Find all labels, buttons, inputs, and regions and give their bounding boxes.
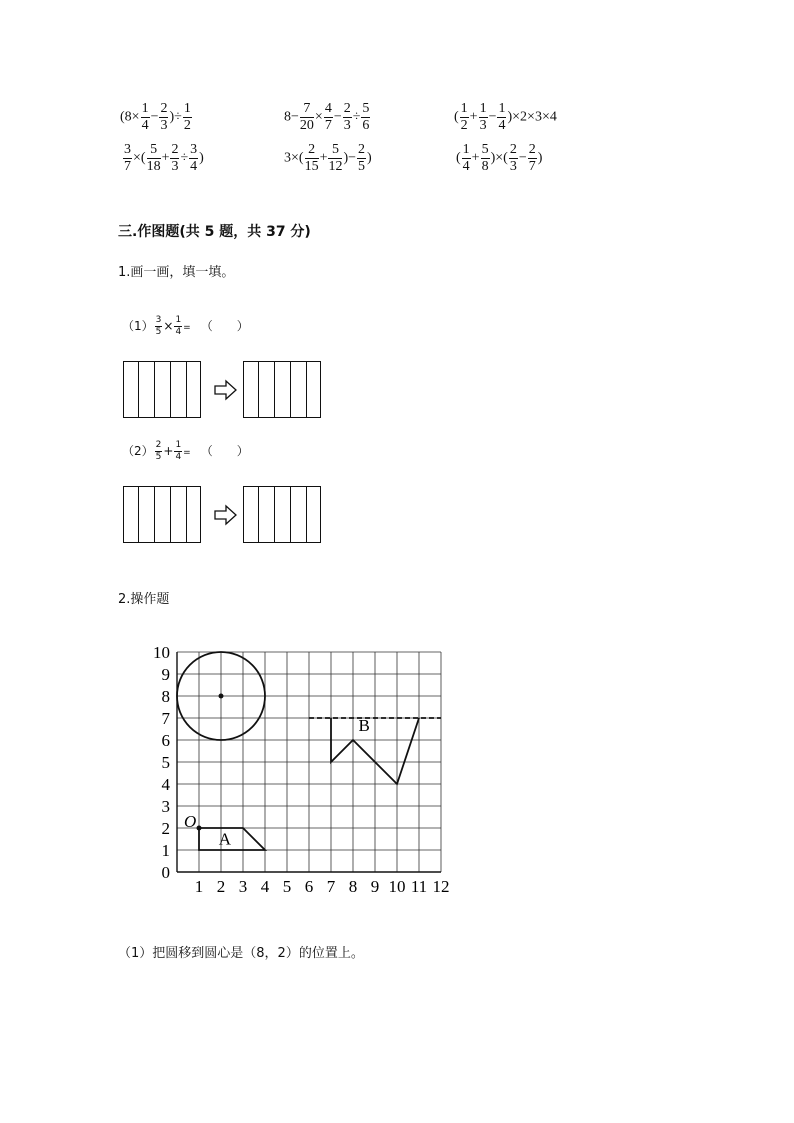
x-tick-label: 10 — [388, 877, 406, 896]
origin-point-dot — [197, 826, 202, 831]
question-2-part-1: （1）把圆移到圆心是（8，2）的位置上。 — [118, 946, 364, 961]
question-1b-expression: （2） $\frac{2}{5}$ + $\frac{1}{4}$ = （ ） — [122, 440, 249, 462]
x-tick-label: 8 — [348, 877, 358, 896]
outline-right-arrow-icon — [214, 505, 238, 525]
x-tick-label: 11 — [410, 877, 428, 896]
shape-a-label: A — [218, 829, 232, 849]
question-2-title: 2.操作题 — [118, 592, 170, 607]
calc-expression-4: $\frac{3}{7}$ ×( $\frac{5}{18}$ + $\frac{2}{3}$ ÷ $\frac{3}{4}$ ) — [124, 142, 204, 174]
x-tick-label: 5 — [282, 877, 292, 896]
y-tick-label: 3 — [161, 797, 170, 816]
grid-lines — [177, 652, 441, 872]
y-tick-label: 2 — [161, 819, 170, 838]
question-1-title: 1.画一画，填一填。 — [118, 265, 235, 280]
circle-center-dot — [219, 694, 224, 699]
x-tick-label: 3 — [238, 877, 248, 896]
fraction-box-1b-left — [123, 486, 201, 543]
x-tick-label: 6 — [304, 877, 314, 896]
y-tick-label: 8 — [161, 687, 170, 706]
x-tick-label: 12 — [432, 877, 450, 896]
origin-label: O — [184, 812, 197, 831]
x-tick-label: 1 — [194, 877, 204, 896]
y-tick-label: 0 — [161, 863, 170, 882]
x-tick-label: 9 — [370, 877, 380, 896]
y-tick-label: 7 — [161, 709, 170, 728]
shape-b-label: B — [358, 716, 370, 736]
y-tick-label: 6 — [161, 731, 170, 750]
x-tick-label: 7 — [326, 877, 336, 896]
calc-expression-6: ( $\frac{1}{4}$ + $\frac{5}{8}$ )×( $\frac{2}{3}$ − $\frac{2}{7}$ ) — [456, 142, 543, 174]
calc-expression-2: 8− $\frac{7}{20}$ × $\frac{4}{7}$ − $\frac{2}{3}$ ÷ $\frac{5}{6}$ — [284, 101, 370, 133]
fraction-box-1a-left — [123, 361, 201, 418]
y-tick-label: 5 — [161, 753, 170, 772]
x-tick-label: 4 — [260, 877, 270, 896]
y-tick-label: 4 — [161, 775, 170, 794]
y-tick-label: 9 — [161, 665, 170, 684]
shape-a — [199, 828, 265, 850]
y-tick-label: 10 — [153, 643, 170, 662]
y-tick-label: 1 — [161, 841, 170, 860]
calc-expression-1: (8× $\frac{1}{4}$ − $\frac{2}{3}$ )÷ $\frac{1}{2}$ — [120, 101, 191, 133]
fraction-box-1b-right — [243, 486, 321, 543]
coordinate-grid — [120, 642, 450, 898]
section-heading: 三.作图题(共 5 题，共 37 分) — [118, 224, 311, 240]
outline-right-arrow-icon — [214, 380, 238, 400]
fraction-box-1a-right — [243, 361, 321, 418]
question-1a-expression: （1） $\frac{3}{5}$ × $\frac{1}{4}$ = （ ） — [122, 315, 249, 337]
calc-expression-5: 3×( $\frac{2}{15}$ + $\frac{5}{12}$ )− $\frac{2}{5}$ ) — [284, 142, 372, 174]
x-tick-label: 2 — [216, 877, 226, 896]
calc-expression-3: ( $\frac{1}{2}$ + $\frac{1}{3}$ − $\frac{1}{4}$ )×2×3×4 — [454, 101, 557, 133]
